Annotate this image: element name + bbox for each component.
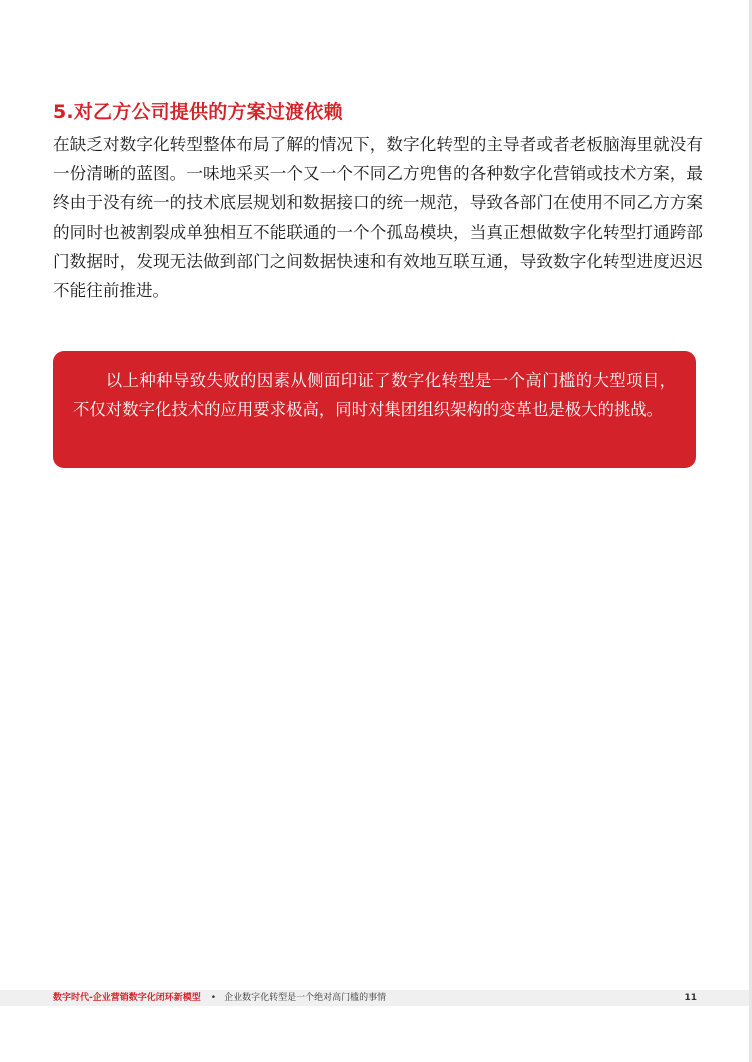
footer-brand: 数字时代-企业营销数字化闭环新模型: [53, 993, 201, 1003]
callout-text: 以上种种导致失败的因素从侧面印证了数字化转型是一个高门槛的大型项目，不仅对数字化技术的应用要求极高，同时对集团组织架构的变革也是极大的挑战。: [73, 371, 676, 420]
section-body-paragraph: 在缺乏对数字化转型整体布局了解的情况下，数字化转型的主导者或者老板脑海里就没有一份清晰的蓝图。一味地采买一个又一个不同乙方兜售的各种数字化营销或技术方案，最终由于没有统一的技术底层规划和数据接口的统一规范，导致各部门在使用不同乙方方案的同时也被割裂成单独相互不能联通的一个个孤岛模块，当真正想做数字化转型打通跨部门数据时，发现无法做到部门之间数据快速和有效地互联互通，导致数字化转型进度迟迟不能往前推进。: [53, 135, 703, 301]
page-footer: [53, 991, 697, 1005]
section-title: 5.对乙方公司提供的方案过渡依赖: [53, 101, 343, 123]
page-number: 11: [684, 993, 697, 1003]
footer-chapter-title: 企业数字化转型是一个绝对高门槛的事情: [224, 993, 387, 1003]
footer-separator: •: [210, 993, 217, 1003]
callout-box: [53, 351, 696, 468]
